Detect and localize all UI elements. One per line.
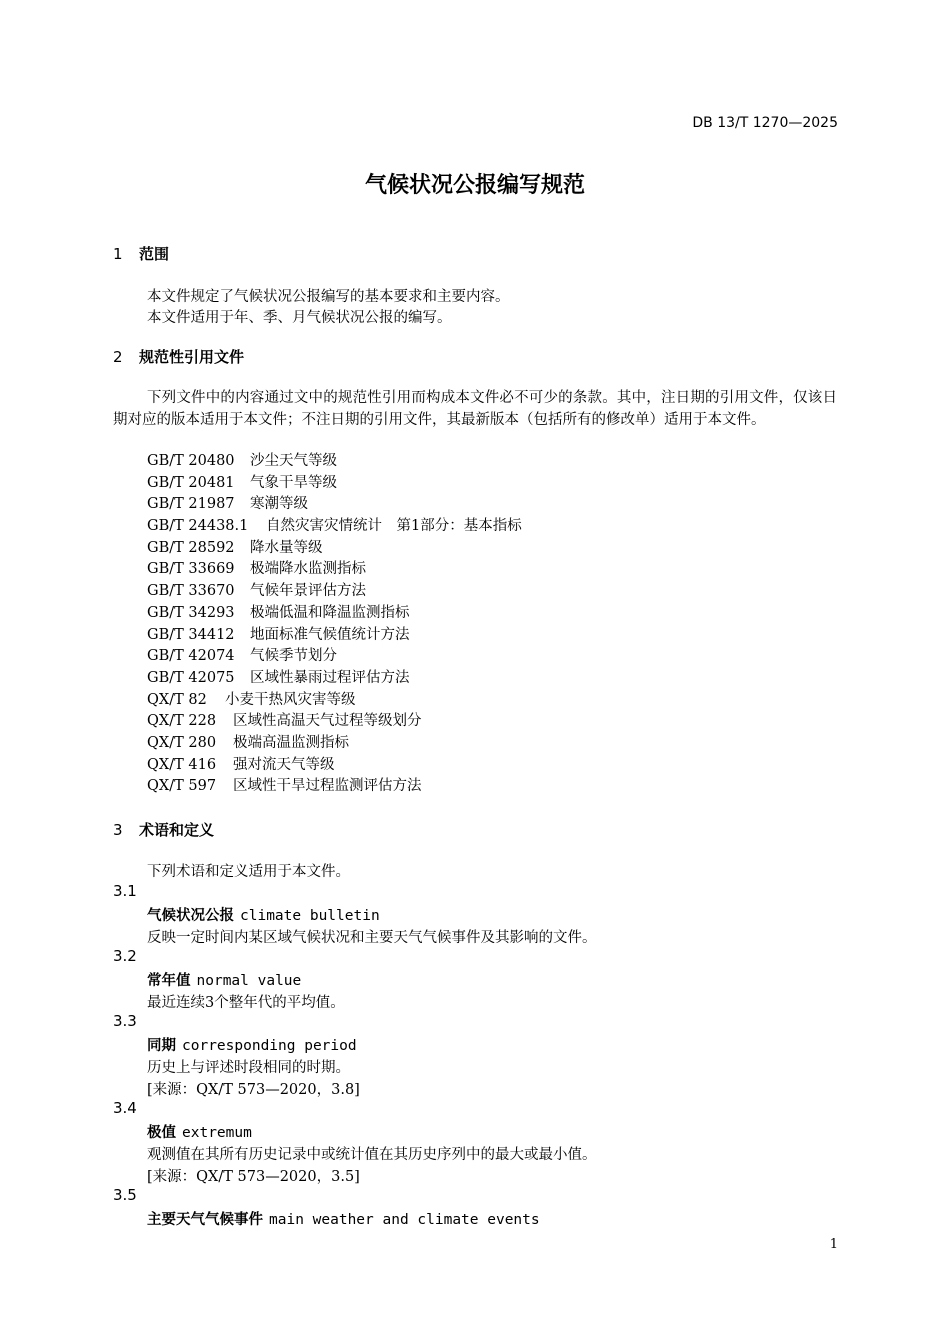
reference-item — [147, 755, 522, 777]
term-chinese: 常年值 — [147, 973, 191, 989]
reference-code: QX/T 228 — [147, 713, 217, 730]
reference-code: GB/T 21987 — [147, 496, 235, 513]
reference-code: GB/T 42074 — [147, 648, 235, 665]
reference-title: 极端降水监测指标 — [250, 561, 366, 578]
reference-code: GB/T 24438.1 — [147, 518, 249, 535]
section-2-heading — [113, 346, 244, 367]
reference-title: 极端低温和降温监测指标 — [250, 604, 410, 621]
term-entry — [147, 1121, 252, 1142]
reference-item — [147, 581, 522, 603]
document-number: DB 13/T 1270—2025 — [692, 115, 838, 131]
term-number: 3.4 — [113, 1099, 137, 1117]
reference-item — [147, 711, 522, 733]
section-number: 2 — [113, 348, 123, 366]
reference-title: 沙尘天气等级 — [250, 453, 337, 469]
term-english: normal value — [196, 973, 302, 989]
reference-item — [147, 733, 522, 755]
reference-code: GB/T 20480 — [147, 453, 235, 469]
reference-code: GB/T 34412 — [147, 626, 235, 643]
term-entry — [147, 969, 301, 990]
term-entry — [147, 1208, 540, 1229]
term-english: corresponding period — [182, 1038, 357, 1054]
term-number: 3.2 — [113, 947, 137, 965]
term-number: 3.3 — [113, 1012, 137, 1030]
reference-item — [147, 559, 522, 581]
reference-title: 区域性暴雨过程评估方法 — [250, 669, 410, 686]
section-title: 范围 — [139, 245, 170, 263]
reference-title: 强对流天气等级 — [233, 756, 335, 773]
term-english: climate bulletin — [240, 908, 380, 924]
reference-code: GB/T 28592 — [147, 539, 235, 556]
section-number: 3 — [113, 821, 123, 839]
term-entry — [147, 1034, 357, 1055]
reference-code: GB/T 34293 — [147, 604, 235, 621]
reference-title: 降水量等级 — [250, 539, 323, 556]
term-definition: 历史上与评述时段相同的时期。 — [147, 1060, 350, 1076]
reference-title: 气候季节划分 — [250, 648, 337, 665]
reference-code: GB/T 33669 — [147, 561, 235, 578]
term-number: 3.5 — [113, 1186, 137, 1204]
reference-title: 小麦干热风灾害等级 — [225, 691, 356, 708]
reference-item — [147, 473, 522, 495]
term-chinese: 同期 — [147, 1038, 176, 1054]
term-source: [来源：QX/T 573—2020，3.5] — [147, 1169, 360, 1185]
term-definition: 观测值在其所有历史记录中或统计值在其历史序列中的最大或最小值。 — [147, 1147, 597, 1163]
section-number: 1 — [113, 245, 123, 263]
reference-title: 气象干旱等级 — [250, 474, 337, 491]
term-chinese: 极值 — [147, 1125, 176, 1141]
term-english: main weather and climate events — [269, 1212, 540, 1228]
term-entry — [147, 904, 380, 925]
reference-item — [147, 494, 522, 516]
reference-title: 极端高温监测指标 — [233, 734, 349, 751]
paragraph: 本文件规定了气候状况公报编写的基本要求和主要内容。 — [147, 289, 510, 305]
reference-code: GB/T 42075 — [147, 669, 235, 686]
reference-item — [147, 776, 522, 798]
reference-title: 区域性干旱过程监测评估方法 — [233, 778, 422, 795]
reference-title: 寒潮等级 — [250, 496, 308, 513]
term-definition: 反映一定时间内某区域气候状况和主要天气气候事件及其影响的文件。 — [147, 930, 597, 946]
section-title: 规范性引用文件 — [139, 348, 245, 366]
reference-item — [147, 516, 522, 538]
reference-item — [147, 538, 522, 560]
term-source: [来源：QX/T 573—2020，3.8] — [147, 1082, 360, 1098]
paragraph: 下列术语和定义适用于本文件。 — [147, 864, 350, 880]
paragraph: 本文件适用于年、季、月气候状况公报的编写。 — [147, 310, 452, 326]
page-number: 1 — [829, 1237, 838, 1252]
section-3-heading — [113, 819, 214, 840]
reference-code: QX/T 280 — [147, 734, 217, 751]
reference-title: 地面标准气候值统计方法 — [250, 626, 410, 643]
section-title: 术语和定义 — [139, 821, 215, 839]
reference-code: GB/T 20481 — [147, 474, 235, 491]
reference-code: GB/T 33670 — [147, 583, 235, 600]
section-1-heading — [113, 243, 169, 264]
page-title: 气候状况公报编写规范 — [364, 173, 585, 198]
reference-item — [147, 603, 522, 625]
reference-code: QX/T 597 — [147, 778, 217, 795]
reference-code: QX/T 416 — [147, 756, 217, 773]
reference-title: 区域性高温天气过程等级划分 — [233, 713, 422, 730]
reference-item — [147, 668, 522, 690]
term-chinese: 主要天气气候事件 — [147, 1212, 263, 1228]
reference-item — [147, 690, 522, 712]
term-definition: 最近连续3个整年代的平均值。 — [147, 995, 345, 1011]
normative-references-intro: 下列文件中的内容通过文中的规范性引用而构成本文件必不可少的条款。其中，注日期的引用文件，仅该日期对应的版本适用于本文件；不注日期的引用文件，其最新版本（包括所有的修改单）适用于本文件。 — [113, 390, 837, 428]
term-chinese: 气候状况公报 — [147, 908, 234, 924]
reference-code: QX/T 82 — [147, 691, 207, 708]
reference-item — [147, 625, 522, 647]
reference-list — [147, 451, 522, 798]
term-number: 3.1 — [113, 882, 137, 900]
reference-title: 自然灾害灾情统计 第1部分：基本指标 — [266, 518, 522, 535]
term-english: extremum — [182, 1125, 252, 1141]
reference-title: 气候年景评估方法 — [250, 583, 366, 600]
reference-item — [147, 646, 522, 668]
reference-item — [147, 451, 522, 473]
